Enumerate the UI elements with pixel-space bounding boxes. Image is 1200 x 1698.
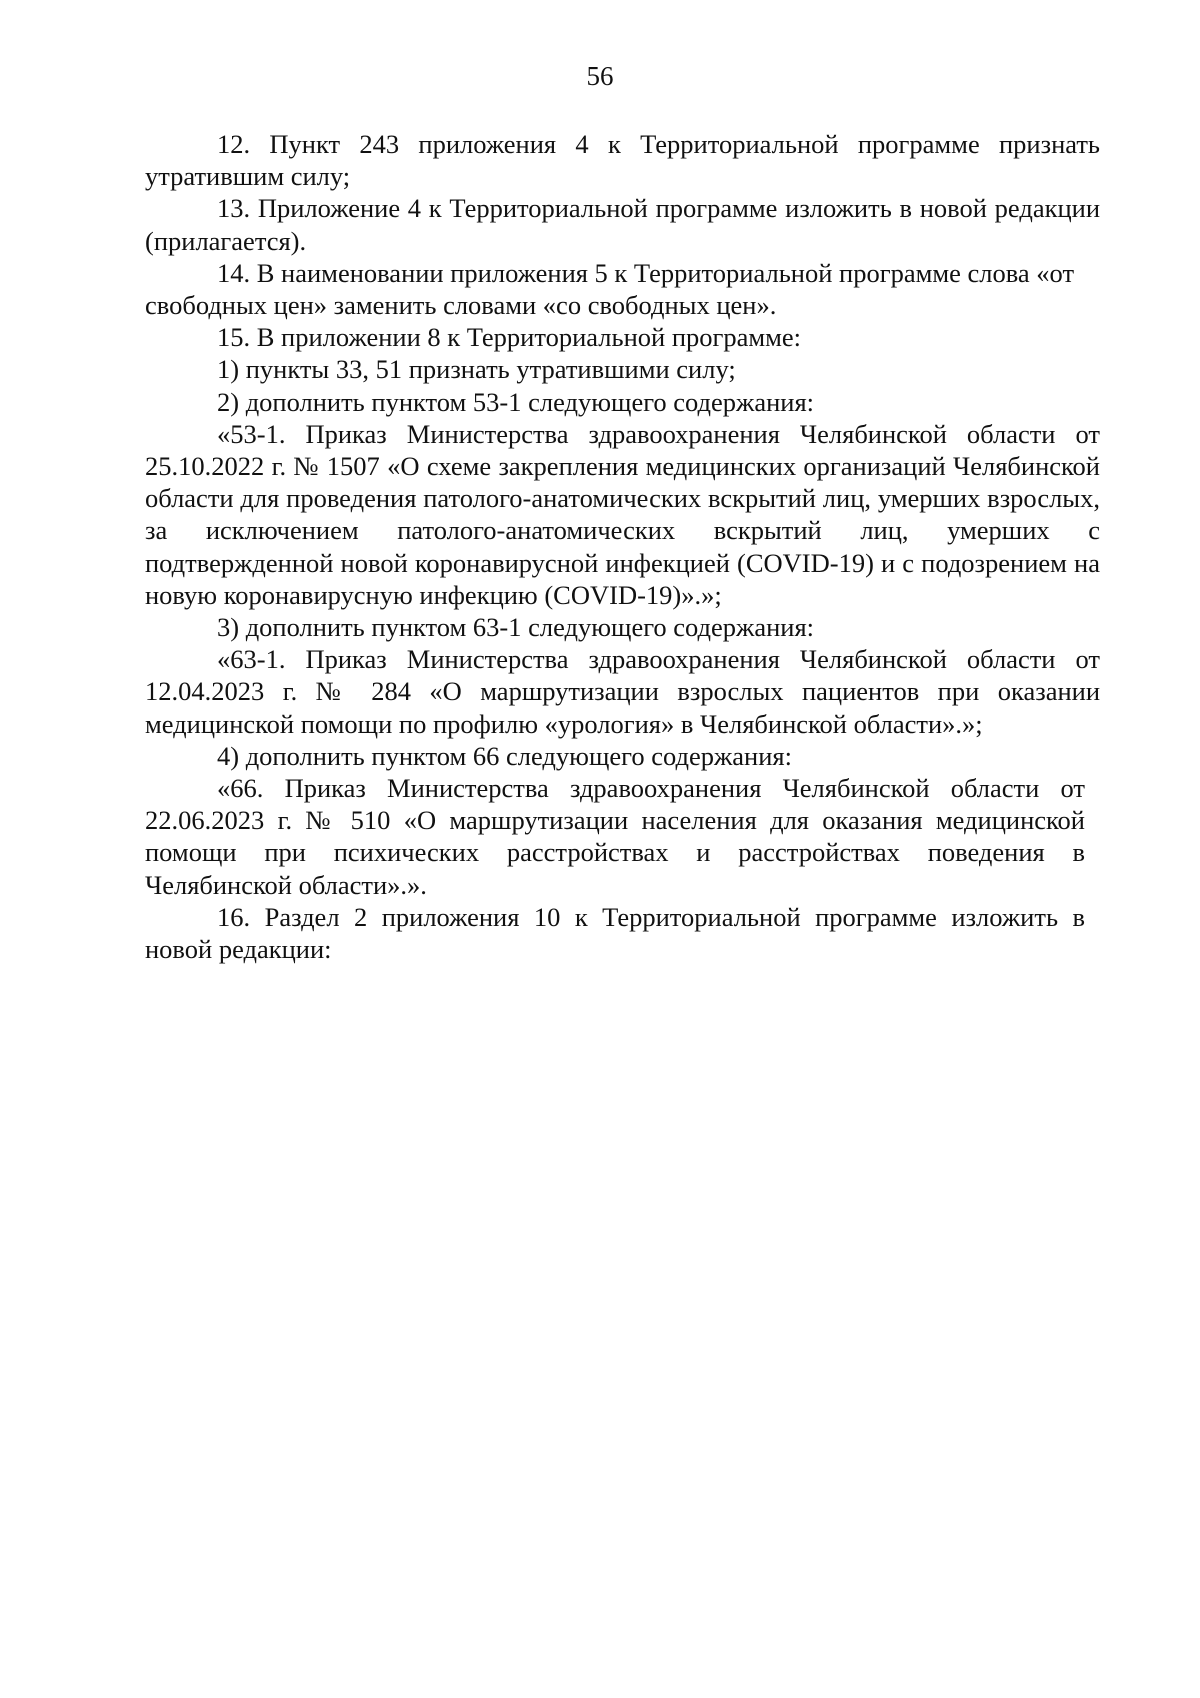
- page-number: 56: [586, 61, 614, 91]
- paragraph-66-text: «66. Приказ Министерства здравоохранения Челябинской области от 22.06.2023 г. № 510 «О маршрутизации населения для оказания медицинской помощи при психических расстройствах и расстройствах поведения в Челябинской области».».: [145, 773, 1085, 900]
- paragraph-15: 15. В приложении 8 к Территориальной программе:: [217, 322, 802, 353]
- paragraph-15-item-2: 2) дополнить пунктом 53-1 следующего содержания:: [217, 386, 815, 417]
- paragraph-16: 16. Раздел 2 приложения 10 к Территориальной программе изложить в новой редакции:: [145, 901, 1085, 965]
- paragraph-53-1-text: «53-1. Приказ Министерства здравоохранения Челябинской области от 25.10.2022 г. № 1507 «О схеме закрепления медицинских организаций Челябинской области для проведения патолого-анатомических вскрытий лиц, умерших взрослых, за исключением патолого-анатомических вскрытий лиц, умерших с подтвержденной новой коронавирусной инфекцией (COVID-19) и с подозрением на новую коронавирусную инфекцию (COVID-19)».»;: [145, 418, 1100, 610]
- paragraph-63-1-text: «63-1. Приказ Министерства здравоохранения Челябинской области от 12.04.2023 г. № 284 «О маршрутизации взрослых пациентов при оказании медицинской помощи по профилю «урология» в Челябинской области».»;: [145, 644, 1100, 739]
- paragraph-15-item-1: 1) пункты 33, 51 признать утратившими силу;: [217, 354, 736, 385]
- document-body: [145, 128, 1100, 965]
- paragraph-15-item-4: 4) дополнить пунктом 66 следующего содержания:: [217, 740, 792, 771]
- paragraph-13: 13. Приложение 4 к Территориальной программе изложить в новой редакции (прилагается).: [145, 193, 1100, 256]
- paragraph-15-item-3: 3) дополнить пунктом 63-1 следующего содержания:: [217, 612, 815, 643]
- paragraph-12: 12. Пункт 243 приложения 4 к Территориальной программе признать утратившим силу;: [145, 129, 1100, 192]
- paragraph-14: 14. В наименовании приложения 5 к Территориальной программе слова «от свободных цен» заменить словами «со свободных цен».: [145, 257, 1075, 321]
